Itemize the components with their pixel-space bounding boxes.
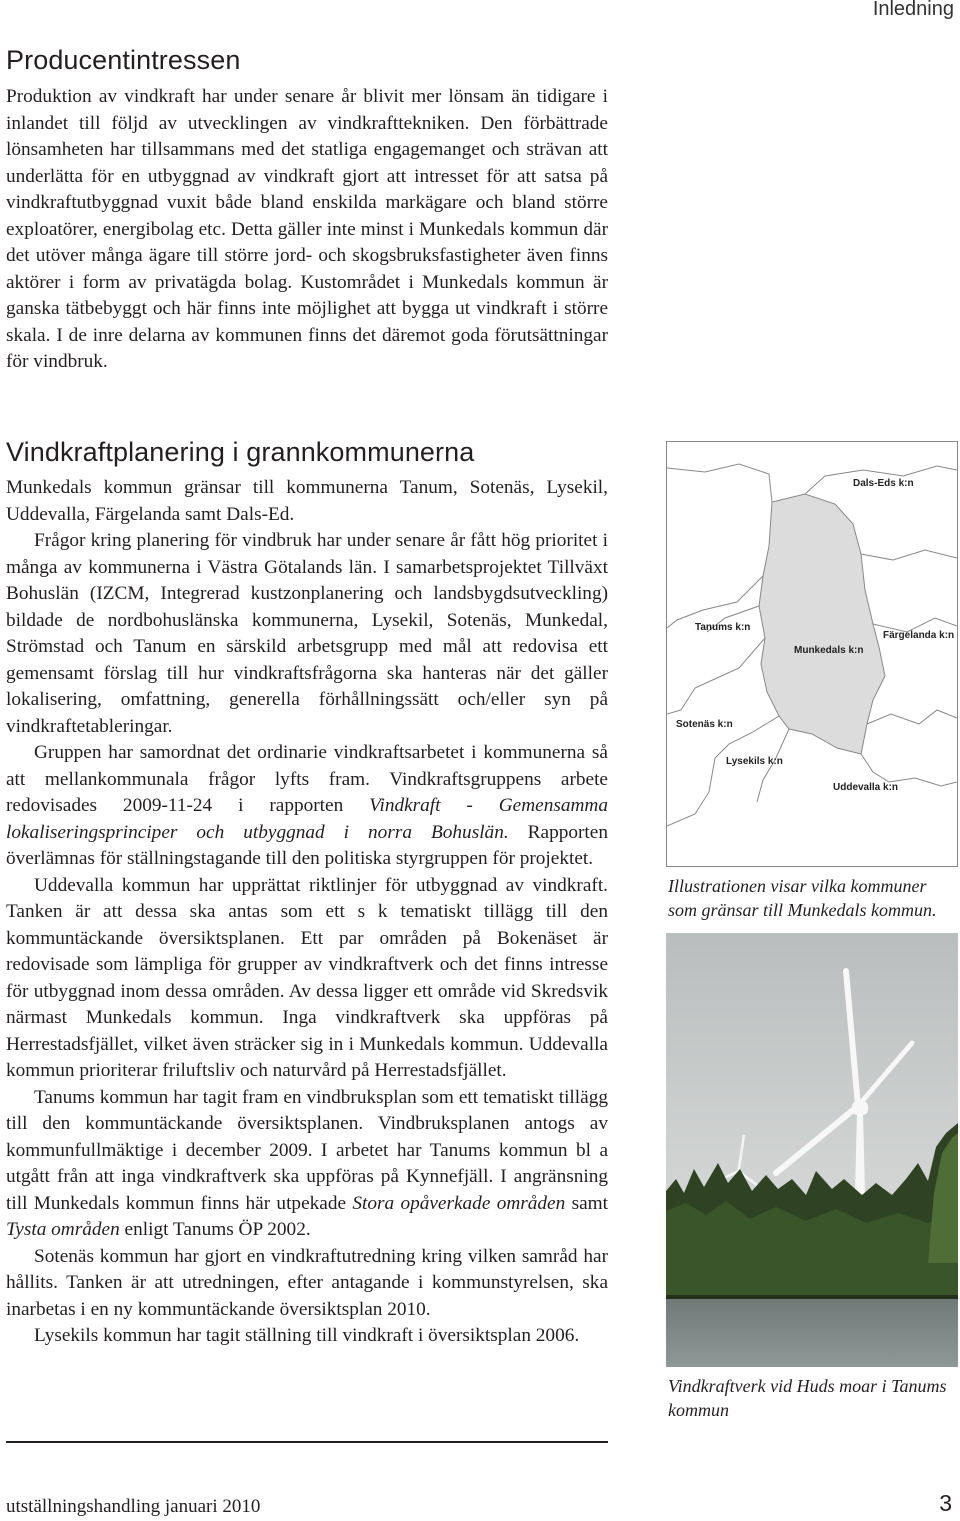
paragraph: Produktion av vindkraft har under senare år blivit mer lönsam än tidigare i inlandet till följd av utvecklingen av vindkrafttekniken. Den förbättrade lönsamheten har tillsammans med det statliga engagemanget och strävan att underlätta för en utbyggnad av vindkraft gjort att intresset för att satsa på vindkraftutbyggnad vuxit både bland enskilda markägare och bland större exploatörer, energibolag etc. Detta gäller inte minst i Munkedals kommun där det utöver många ägare till större jord- och skogsbruksfastigheter även finns aktörer i form av privatägda bolag. Kustområdet i Munkedals kommun är ganska tätbebyggt och här finns inte möjlighet att bygga ut vindkraft i större skala. I de inre delarna av kommunen finns det däremot goda förutsättningar för vindbruk. — [6, 86, 608, 372]
intro-text — [6, 84, 608, 376]
municipality-map — [666, 441, 958, 867]
italic-term: Stora opåverkade områden — [352, 1192, 566, 1214]
map-caption: Illustrationen visar vilka kommuner som gränsar till Munkedals kommun. — [668, 876, 937, 920]
paragraph: Gruppen har samordnat det ordinarie vindkraftsarbetet i kommunerna så att mellankommunala frågor lyfts fram. Vindkraftsgruppens arbete redovisades 2009-11-24 i rapporten Vindkraft - Gemensamma lokaliseringsprinciper och utbyggnad i norra Bohuslän. Rapporten överlämnas för ställningstagande till den politiska styrgruppen för projektet. — [6, 742, 608, 869]
map-label-lysekil: Lysekils k:n — [726, 756, 783, 767]
section-label: Inledning — [872, 0, 954, 20]
heading-producentintressen: Producentintressen — [6, 45, 241, 75]
italic-term: Tysta områden — [6, 1219, 120, 1240]
neighbour-text — [6, 475, 608, 1350]
map-label-dals-ed: Dals-Eds k:n — [853, 478, 914, 489]
paragraph: Lysekils kommun har tagit ställning till vindkraft i översiktsplan 2006. — [34, 1325, 580, 1346]
page-number: 3 — [939, 1490, 952, 1516]
map-label-sotenas: Sotenäs k:n — [676, 719, 733, 730]
map-label-uddevalla: Uddevalla k:n — [833, 782, 899, 793]
map-label-munkedal: Munkedals k:n — [794, 645, 864, 656]
heading-vindkraftplanering: Vindkraftplanering i grannkommunerna — [6, 437, 475, 467]
footer-rule — [6, 1441, 608, 1443]
wind-turbine-photo — [666, 933, 958, 1367]
paragraph: Frågor kring planering för vindbruk har under senare år fått hög prioritet i många av kommunerna i Västra Götalands län. I samarbetsprojektet Tillväxt Bohuslän (IZCM, Integrerad kustzonplanering och landsbygdsutveckling) bildade de nordbohuslänska kommunerna, Lysekil, Sotenäs, Munkedal, Strömstad och Tanum en särskild arbetsgrupp med mål att redovisa ett gemensamt förslag till hur vindkraftsfrågorna ska hanteras när det gäller lokalisering, omfattning, generella förhållningssätt och/eller syn på vindkraftetableringar. — [6, 530, 608, 737]
munkedal-area — [759, 494, 885, 754]
paragraph: Munkedals kommun gränsar till kommunerna Tanum, Sotenäs, Lysekil, Uddevalla, Färgelanda samt Dals-Ed. — [6, 477, 608, 525]
paragraph: Tanums kommun har tagit fram en vindbruksplan som ett tematiskt tillägg till den kommuntäckande översiktsplanen. Vindbruksplanen antogs av kommunfullmäktige i december 2009. I arbetet har Tanums kommun bl a utgått från att inga vindkraftverk ska uppföras på Kynnefjäll. I angränsning till Munkedals kommun finns här utpekade Stora opåverkade områden samt Tysta områden enligt Tanums ÖP 2002. — [6, 1086, 608, 1240]
report-title: Vindkraft - Gemensamma lokaliseringsprinciper och utbyggnad i norra Bohuslän. — [6, 795, 608, 843]
footer-text: utställningshandling januari 2010 — [6, 1496, 261, 1517]
paragraph: Sotenäs kommun har gjort en vindkraftutredning kring vilken samråd har hållits. Tanken är att utredningen, efter antagande i kommunstyrelsen, ska inarbetas i en ny kommuntäckande översiktsplan 2010. — [6, 1245, 608, 1320]
paragraph: Uddevalla kommun har upprättat riktlinjer för utbyggnad av vindkraft. Tanken är att dessa ska antas som ett s k tematiskt tillägg till den kommuntäckande översiktsplanen. Ett par områden på Bokenäset är redovisade som lämpliga för grupper av vindkraftverk och det finns intresse för utbyggnad inom dessa områden. Av dessa ligger ett område vid Skredsvik närmast Munkedals kommun. Inga vindkraftverk ska uppföras på Herrestadsfjället, vilket även sträcker sig in i Munkedals kommun. Uddevalla kommun prioriterar friluftsliv och naturvård på Herrestadsfjället. — [6, 874, 608, 1081]
photo-caption: Vindkraftverk vid Huds moar i Tanums kommun — [668, 1376, 947, 1420]
map-label-fargelanda: Färgelanda k:n — [883, 630, 955, 641]
photo-drawing — [666, 933, 958, 1367]
map-label-tanum: Tanums k:n — [695, 622, 751, 633]
